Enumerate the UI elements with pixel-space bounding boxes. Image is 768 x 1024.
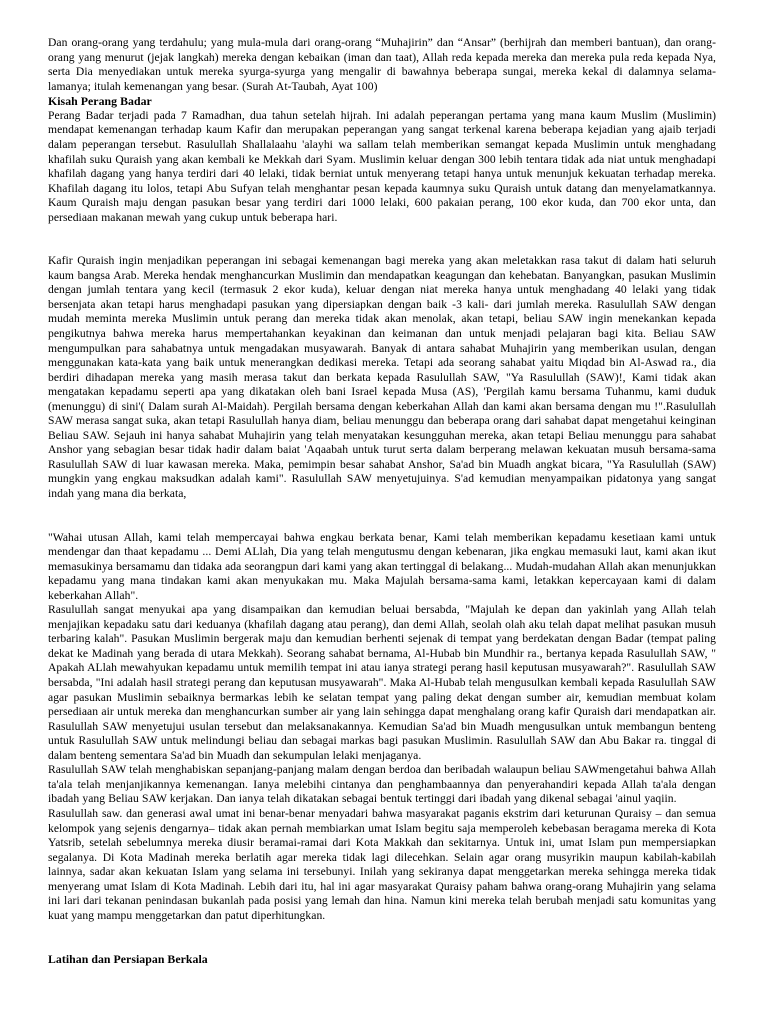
paragraph-strategi-perang: Rasulullah sangat menyukai apa yang disampaikan dan kemudian beluai bersabda, "Majulah ke depan dan yakinlah yang Allah telah menjajikan kepadaku satu dari keduanya (khafilah dagang atau perang), dan demi Allah, seolah olah aku telah dapat melihat pasukan musuh terbaring kalah". Pasukan Muslimin bergerak maju dan kemudian berhenti sejenak di tempat yang berdekatan dengan Badar (tempat paling dekat ke Madinah yang berada di utara Mekkah). Seorang sahabat bernama, Al-Hubab bin Mundhir ra., bertanya kepada Rasulullah SAW, " Apakah ALlah mewahyukan kepadamu untuk memilih tempat ini atau ianya strategi perang hasil keputusan musyawarah?". Rasulullah SAW bersabda, "Ini adalah hasil strategi perang dan keputusan musyawarah". Maka Al-Hubab telah mengusulkan kembali kepada Rasulullah SAW agar pasukan Muslimin sebaiknya bermarkas lebih ke selatan tempat yang paling dekat dengan sumber air, kemudian membuat kolam persediaan air untuk mereka dan menghancurkan sumber air yang lain sehingga dapat menghalang orang kafir Quraish dari mendapatkan air. Rasulullah SAW menyetujui usulan tersebut dan melaksanakannya. Kemudian Sa'ad bin Muadh mengusulkan untuk membangun benteng untuk Rasulullah SAW untuk melindungi beliau dan sebagai markas bagi pasukan Muslimin. Rasulullah SAW dan Abu Bakar ra. tinggal di dalam benteng sementara Sa'ad bin Muadh dan sekumpulan lelaki menjaganya.	[48, 603, 716, 762]
paragraph-masyarakat-paganis: Rasulullah saw. dan generasi awal umat ini benar-benar menyadari bahwa masyarakat paganis ekstrim dari keturunan Quraisy – dan semua kelompok yang sejenis dengarnya– tidak akan pernah membiarkan umat Islam begitu saja memperoleh kebebasan beragama mereka di Kota Yatsrib, setelah sebelumnya mereka diusir beramai-ramai dari Kota Makkah dan sekitarnya. Untuk ini, umat Islam pun mempersiapkan segalanya. Di Kota Madinah mereka berlatih agar mereka tidak lagi dilecehkan. Selain agar orang musyrikin maupun kabilah-kabilah lainnya, sadar akan kekuatan Islam yang selama ini tersebunyi. Inilah yang sekiranya dapat menggetarkan mereka sehingga mereka tidak menyerang umat Islam di Kota Madinah. Lebih dari itu, hal ini agar masyarakat Quraisy paham bahwa orang-orang Muhajirin yang selama ini lari dari tekanan penindasan bukanlah pada posisi yang lemah dan hina. Namun kini mereka telah berubah menjadi satu komunitas yang kuat yang mampu menggetarkan dan patut diperhitungkan.	[48, 806, 716, 922]
paragraph-perang-badar-intro: Perang Badar terjadi pada 7 Ramadhan, dua tahun setelah hijrah. Ini adalah peperangan pertama yang mana kaum Muslim (Muslimin) mendapat kemenangan terhadap kaum Kafir dan merupakan peperangan yang sangat terkenal karena beberapa kejadian yang ajaib terjadi dalam peperangan tersebut. Rasulullah Shallalaahu 'alayhi wa sallam telah memberikan semangat kepada Muslimin untuk menghadang khafilah suku Quraish yang akan kembali ke Mekkah dari Syam. Muslimin keluar dengan 300 lebih tentara tidak ada niat untuk menghadapi khafilah dagang yang hanya terdiri dari 40 lelaki, tidak berniat untuk menyerang tetapi hanya untuk menunjuk kekuatan terhadap mereka. Khafilah dagang itu lolos, tetapi Abu Sufyan telah menghantar pesan kepada kaumnya suku Quraish untuk datang dan menyelamatkannya. Kaum Quraish maju dengan pasukan besar yang terdiri dari 1000 lelaki, 600 pakaian perang, 100 ekor kuda, dan 700 ekor unta, dan persediaan makanan mewah yang cukup untuk beberapa hari.	[48, 108, 716, 224]
paragraph-ibadah-malam: Rasulullah SAW telah menghabiskan sepanjang-panjang malam dengan berdoa dan beribadah walaupun beliau SAWmengetahui bahwa Allah ta'ala telah menjanjikannya kemenangan. Ianya melebihi cintanya dan penghambaannya dan penyerahandiri kepada Allah ta'ala dengan ibadah yang Beliau SAW kerjakan. Dan ianya telah dikatakan sebagai bentuk tertinggi dari ibadah yang dikenal sebagai 'ainul yaqiin.	[48, 763, 716, 806]
paragraph-pidato-saad: "Wahai utusan Allah, kami telah mempercayai bahwa engkau berkata benar, Kami telah memberikan kepadamu kesetiaan kami untuk mendengar dan thaat kepadamu ... Demi ALlah, Dia yang telah mengutusmu dengan kebenaran, jika engkau memasuki laut, kami akan ikut memasukinya bersamamu dan tidaka ada seorangpun dari kami yang akan tertinggal di belakang... Mudah-mudahan Allah akan menunjukkan kepadamu yang mana tindakan kami akan menyukakan mu. Maka Majulah bersama-sama kami, letakkan kepercayaan kami di dalam keberkahan Allah".	[48, 530, 716, 602]
section-heading-kisah-perang-badar: Kisah Perang Badar	[48, 94, 152, 109]
section-heading-latihan-dan-persiapan-berkala: Latihan dan Persiapan Berkala	[48, 952, 208, 967]
paragraph-kafir-quraish-musyawarah: Kafir Quraish ingin menjadikan peperangan ini sebagai kemenangan bagi mereka yang akan meletakkan rasa takut di dalam hati seluruh kaum bangsa Arab. Mereka hendak menghancurkan Muslimin dan mendapatkan keagungan dan kehebatan. Banyangkan, pasukan Muslimin dengan jumlah tentara yang kecil (termasuk 2 ekor kuda), keluar dengan niat mereka hanya untuk menghadang 40 lelaki yang tidak bersenjata akan tetapi harus menghadapi pasukan yang dipersiapkan dengan baik -3 kali- dari jumlah mereka. Rasulullah SAW dengan mudah meminta mereka Muslimin untuk perang dan mereka tidak akan menolak, akan tetapi, beliau SAW ingin menekankan kepada pengikutnya bahwa mereka harus mempertahankan keyakinan dan keimanan dan untuk menjadi pelajaran bagi kita. Beliau SAW mengumpulkan para sahabatnya untuk mengadakan musyawarah. Banyak di antara sahabat Muhajirin yang memberikan usulan, dengan menggunakan kata-kata yang baik untuk menerangkan dedikasi mereka. Tetapi ada seorang sahabat yaitu Miqdad bin Al-Aswad ra., dia berdiri dihadapan mereka yang masih merasa takut dan berkata kepada Rasulullah SAW, "Ya Rasulullah (SAW)!, Kami tidak akan mengatakan kepadamu seperti apa yang dikatakan oleh bani Israel kepada Musa (AS), 'Pergilah kamu bersama Tuhanmu, kami duduk (menunggu) di sini'( Dalam surah Al-Maidah). Pergilah bersama dengan keberkahan Allah dan kami akan bersama dengan mu !".Rasulullah SAW merasa sangat suka, akan tetapi Rasulullah hanya diam, beliau menunggu dan beberapa orang dari sahabat dapat mengetahui keinginan Beliau SAW. Sejauh ini hanya sahabat Muhajirin yang telah menyatakan kesungguhan mereka, akan tetapi Beliau menunggu para sahabat Anshor yang sebagian besar tidak hadir dalam baiat 'Aqaabah untuk turut serta dalam berperang melawan kekuatan musuh bersama-sama Rasulullah SAW di luar kawasan mereka. Maka, pemimpin besar sahabat Anshor, Sa'ad bin Muadh angkat bicara, "Ya Rasulullah (SAW) mungkin yang engkau maksudkan adalah kami". Rasulullah SAW menyetujuinya. S'ad kemudian menyampaikan pidatonya yang sangat indah yang mana dia berkata,	[48, 254, 716, 501]
quran-quote-paragraph: Dan orang-orang yang terdahulu; yang mula-mula dari orang-orang “Muhajirin” dan “Ansar” (berhijrah dan memberi bantuan), dan orang-orang yang menurut (jejak langkah) mereka dengan kebaikan (iman dan taat), Allah reda kepada mereka dan mereka pula reda kepada Nya, serta Dia menyediakan untuk mereka syurga-syurga yang mengalir di bawahnya beberapa sungai, mereka kekal di dalamnya selama-lamanya; itulah kemenangan yang besar. (Surah At-Taubah, Ayat 100)	[48, 36, 716, 93]
document-body	[48, 36, 716, 967]
